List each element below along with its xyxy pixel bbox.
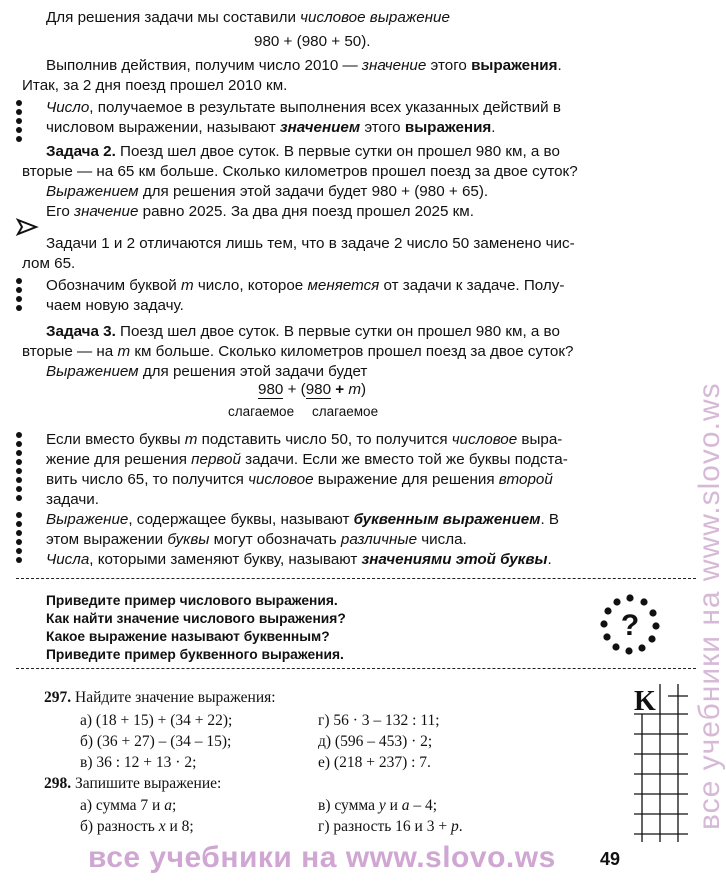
task3-formula: 980 + (980 + m) bbox=[258, 381, 367, 398]
intro-line-4: Итак, за 2 дня поезд прошел 2010 км. bbox=[22, 77, 288, 94]
task2-line-4: Его значение равно 2025. За два дня поезд прошел 2025 км. bbox=[46, 203, 474, 220]
task3-line-1: Задача 3. Поезд шел двое суток. В первые сутки он прошел 980 км, а во bbox=[46, 323, 560, 340]
intro-line-1: Для решения задачи мы составили числовое выражение bbox=[46, 9, 450, 26]
subst-line-4: задачи. bbox=[46, 491, 100, 508]
question-4: Приведите пример буквенного выражения. bbox=[46, 647, 344, 662]
ex297-item-d: г) 56 · 3 – 132 : 11; bbox=[318, 712, 440, 729]
pointer-arrow-icon bbox=[16, 218, 38, 236]
ex297-item-a: а) (18 + 15) + (34 + 22); bbox=[80, 712, 233, 729]
rule-marker-dots bbox=[16, 432, 23, 504]
subst-line-1: Если вместо буквы m подставить число 50, то получится числовое выра- bbox=[46, 431, 563, 448]
ex297-item-f: е) (218 + 237) : 7. bbox=[318, 754, 431, 771]
ex297-right-col bbox=[318, 710, 440, 773]
ex298-item-d: г) разность 16 и 3 + p. bbox=[318, 818, 463, 835]
ex298-item-a: а) сумма 7 и a; bbox=[80, 797, 177, 814]
ex298-item-c: в) сумма y и a – 4; bbox=[318, 797, 438, 814]
addend-label-1: слагаемое bbox=[228, 404, 295, 419]
task2-line-2: вторые — на 65 км больше. Сколько километров прошел поезд за двое суток? bbox=[22, 163, 578, 180]
question-1: Приведите пример числового выражения. bbox=[46, 593, 338, 608]
rule2-line-2: этом выражении буквы могут обозначать различные числа. bbox=[46, 531, 467, 548]
ex297-title: 297. Найдите значение выражения: bbox=[44, 689, 276, 706]
rule1-line-2: числовом выражении, называют значением этого выражения. bbox=[46, 119, 496, 136]
letter-line-2: чаем новую задачу. bbox=[46, 297, 184, 314]
rule1-line-1: Число, получаемое в результате выполнения всех указанных действий в bbox=[46, 99, 561, 116]
task3-line-3: Выражением для решения этой задачи будет bbox=[46, 363, 368, 380]
notebook-grid-icon bbox=[632, 684, 690, 844]
svg-text:?: ? bbox=[620, 609, 640, 642]
ex297-item-e: д) (596 – 453) · 2; bbox=[318, 733, 433, 750]
intro-line-3: Выполнив действия, получим число 2010 — значение этого выражения. bbox=[46, 57, 562, 74]
divider-top bbox=[16, 578, 696, 579]
divider-bottom bbox=[16, 668, 696, 669]
question-3: Какое выражение называют буквенным? bbox=[46, 629, 330, 644]
subst-line-2: жение для решения первой задачи. Если же вместо той же буквы подста- bbox=[46, 451, 568, 468]
ex297-item-c: в) 36 : 12 + 13 · 2; bbox=[80, 754, 197, 771]
task3-line-2: вторые — на m км больше. Сколько километров прошел поезд за двое суток? bbox=[22, 343, 574, 360]
compare-line-2: лом 65. bbox=[22, 255, 76, 272]
question-2: Как найти значение числового выражения? bbox=[46, 611, 346, 626]
rule-marker-dots bbox=[16, 100, 23, 145]
notebook-letter: K bbox=[634, 686, 656, 717]
side-watermark-text: все учебники на www.slovo.ws bbox=[693, 382, 726, 830]
bottom-watermark: все учебники на www.slovo.ws bbox=[88, 841, 556, 874]
ex297-item-b: б) (36 + 27) – (34 – 15); bbox=[80, 733, 232, 750]
task2-line-1: Задача 2. Поезд шел двое суток. В первые сутки он прошел 980 км, а во bbox=[46, 143, 560, 160]
page-number: 49 bbox=[600, 849, 621, 869]
intro-expression: 980 + (980 + 50). bbox=[254, 33, 371, 50]
compare-line-1: Задачи 1 и 2 отличаются лишь тем, что в задаче 2 число 50 заменено чис- bbox=[46, 235, 575, 252]
ex298-title: 298. Запишите выражение: bbox=[44, 775, 222, 792]
question-mark-icon bbox=[600, 594, 660, 654]
rule-marker-dots bbox=[16, 512, 23, 566]
ex297-left-col bbox=[80, 710, 232, 773]
subst-line-3: вить число 65, то получится числовое выражение для решения второй bbox=[46, 471, 553, 488]
addend-label-2: слагаемое bbox=[312, 404, 379, 419]
rule-marker-dots bbox=[16, 278, 23, 314]
rule2-line-1: Выражение, содержащее буквы, называют буквенным выражением. В bbox=[46, 511, 560, 528]
letter-line-1: Обозначим буквой m число, которое меняется от задачи к задаче. Полу- bbox=[46, 277, 565, 294]
task2-line-3: Выражением для решения этой задачи будет 980 + (980 + 65). bbox=[46, 183, 489, 200]
ex298-item-b: б) разность x и 8; bbox=[80, 818, 194, 835]
rule2-line-3: Числа, которыми заменяют букву, называют значениями этой буквы. bbox=[46, 551, 552, 568]
review-questions bbox=[46, 592, 346, 664]
